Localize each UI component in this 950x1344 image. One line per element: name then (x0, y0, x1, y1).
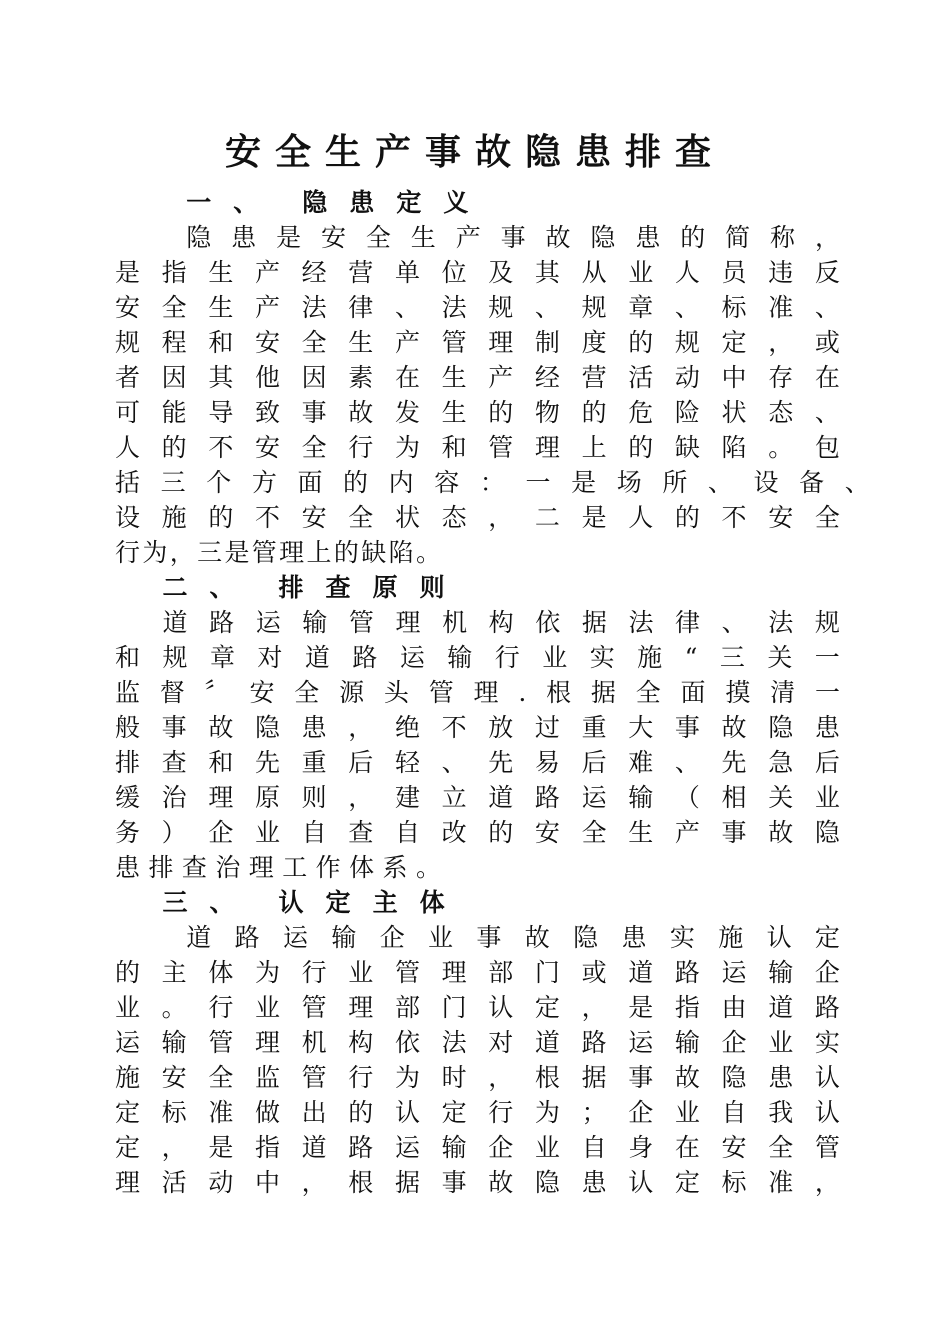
paragraph-line: 道 路 运 输 企 业 事 故 隐 患 实 施 认 定 (186, 923, 840, 952)
paragraph-line: 规 程 和 安 全 生 产 管 理 制 度 的 规 定 ， 或 (115, 328, 840, 357)
paragraph-line: 安 全 生 产 法 律 、 法 规 、 规 章 、 标 准 、 (115, 293, 840, 322)
paragraph-line: 隐 患 是 安 全 生 产 事 故 隐 患 的 简 称 ， (186, 223, 840, 252)
paragraph-line: 行 为 ， 三 是 管 理 上 的 缺 陷 。 (115, 538, 441, 567)
paragraph-line: 设 施 的 不 安 全 状 态 ， 二 是 人 的 不 安 全 (115, 503, 840, 532)
paragraph-line: 患 排 查 治 理 工 作 体 系 。 (115, 853, 441, 882)
paragraph-line: 业 。 行 业 管 理 部 门 认 定 ， 是 指 由 道 路 (115, 993, 840, 1022)
paragraph-line: 道 路 运 输 管 理 机 构 依 据 法 律 、 法 规 (162, 608, 840, 637)
paragraph-line: 监 督 〞 安 全 源 头 管 理 . 根 据 全 面 摸 清 一 (115, 678, 840, 707)
section-heading: 三 、 认 定 主 体 (162, 888, 445, 917)
paragraph-line: 务 ） 企 业 自 查 自 改 的 安 全 生 产 事 故 隐 (115, 818, 840, 847)
paragraph-line: 般 事 故 隐 患 ， 绝 不 放 过 重 大 事 故 隐 患 (115, 713, 840, 742)
paragraph-line: 缓 治 理 原 则 ， 建 立 道 路 运 输 （ 相 关 业 (115, 783, 840, 812)
paragraph-line: 定 ， 是 指 道 路 运 输 企 业 自 身 在 安 全 管 (115, 1133, 840, 1162)
paragraph-line: 是 指 生 产 经 营 单 位 及 其 从 业 人 员 违 反 (115, 258, 840, 287)
paragraph-line: 施 安 全 监 管 行 为 时 ， 根 据 事 故 隐 患 认 (115, 1063, 840, 1092)
section-heading: 二 、 排 查 原 则 (162, 573, 445, 602)
paragraph-line: 运 输 管 理 机 构 依 法 对 道 路 运 输 企 业 实 (115, 1028, 840, 1057)
paragraph-line: 括 三 个 方 面 的 内 容 ： 一 是 场 所 、 设 备 、 (115, 468, 870, 497)
paragraph-line: 者 因 其 他 因 素 在 生 产 经 营 活 动 中 存 在 (115, 363, 840, 392)
paragraph-line: 和 规 章 对 道 路 运 输 行 业 实 施 “ 三 关 一 (115, 643, 840, 672)
page-title: 安全生产事故隐患排查 (224, 131, 725, 173)
paragraph-line: 定 标 准 做 出 的 认 定 行 为 ； 企 业 自 我 认 (115, 1098, 840, 1127)
paragraph-line: 人 的 不 安 全 行 为 和 管 理 上 的 缺 陷 。 包 (115, 433, 840, 462)
paragraph-line: 的 主 体 为 行 业 管 理 部 门 或 道 路 运 输 企 (115, 958, 840, 987)
paragraph-line: 可 能 导 致 事 故 发 生 的 物 的 危 险 状 态 、 (115, 398, 840, 427)
paragraph-line: 理 活 动 中 ， 根 据 事 故 隐 患 认 定 标 准 ， (115, 1168, 840, 1197)
paragraph-line: 排 查 和 先 重 后 轻 、 先 易 后 难 、 先 急 后 (115, 748, 840, 777)
section-heading: 一 、 隐 患 定 义 (186, 188, 469, 217)
